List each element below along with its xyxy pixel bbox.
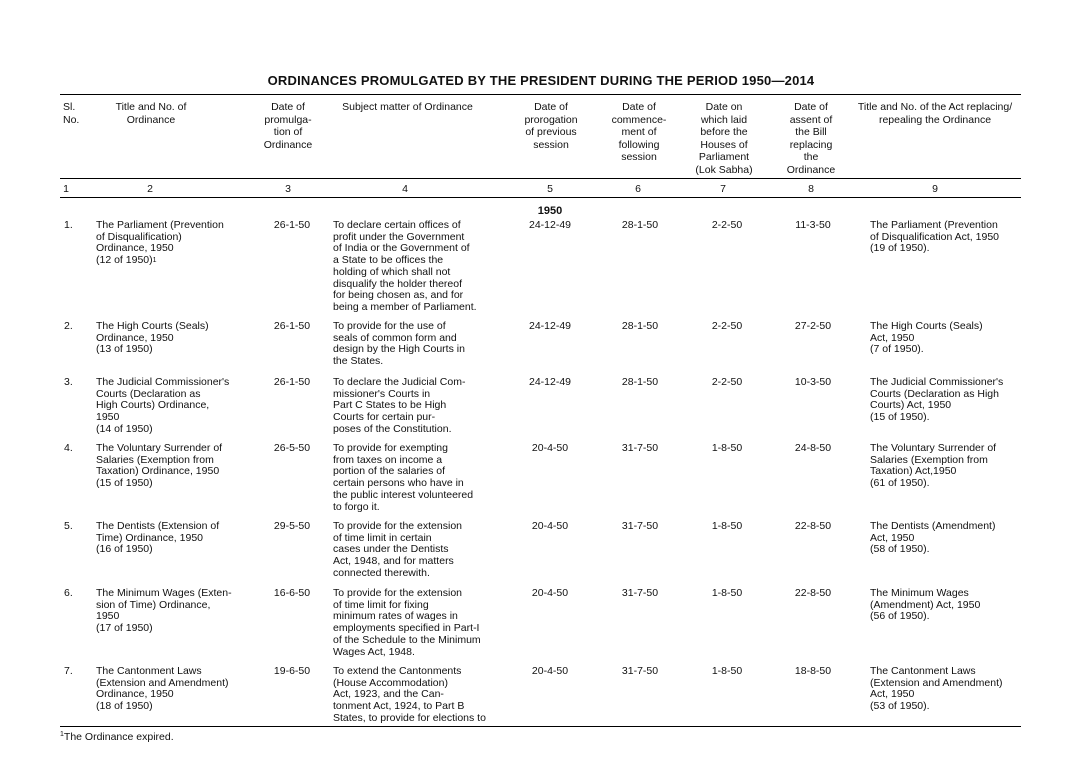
header-act: Title and No. of the Act replacing/ repealing the Ordinance bbox=[857, 101, 1013, 126]
header-subject: Subject matter of Ordinance bbox=[342, 101, 473, 113]
header-commencement: Date of commence- ment of following session bbox=[611, 101, 667, 164]
header-sl: Sl. No. bbox=[63, 101, 80, 126]
header-bottom-rule bbox=[60, 178, 1021, 179]
row-sl: 3. bbox=[64, 376, 73, 388]
row-subject: To extend the Cantonments (House Accommodation) Act, 1923, and the Can- tonment Act, 1924, to Part B States, to provide for elections to bbox=[333, 665, 486, 724]
row-assent-date: 11-3-50 bbox=[795, 219, 831, 231]
row-laid-date: 1-8-50 bbox=[711, 520, 743, 532]
column-number: 9 bbox=[932, 183, 938, 195]
column-number: 3 bbox=[285, 183, 291, 195]
row-sl: 7. bbox=[64, 665, 73, 677]
row-sl: 1. bbox=[64, 219, 73, 231]
row-commencement-date: 31-7-50 bbox=[621, 520, 659, 532]
row-assent-date: 22-8-50 bbox=[794, 587, 832, 599]
row-assent-date: 18-8-50 bbox=[794, 665, 832, 677]
row-laid-date: 1-8-50 bbox=[711, 442, 743, 454]
row-subject: To provide for the extension of time limit for fixing minimum rates of wages in employments specified in Part-I of the Schedule to the Minimum Wages Act, 1948. bbox=[333, 587, 481, 658]
row-sl: 2. bbox=[64, 320, 73, 332]
row-promulgation-date: 19-6-50 bbox=[273, 665, 311, 677]
row-commencement-date: 31-7-50 bbox=[621, 665, 659, 677]
row-sl: 6. bbox=[64, 587, 73, 599]
column-number: 5 bbox=[547, 183, 553, 195]
row-promulgation-date: 26-1-50 bbox=[273, 320, 311, 332]
row-ordinance-title: The Voluntary Surrender of Salaries (Exemption from Taxation) Ordinance, 1950 (15 of 1950) bbox=[96, 442, 223, 490]
column-number: 8 bbox=[808, 183, 814, 195]
footnote bbox=[60, 731, 174, 743]
row-ordinance-title bbox=[96, 220, 246, 267]
row-prorogation-date: 24-12-49 bbox=[528, 320, 572, 332]
row-prorogation-date: 20-4-50 bbox=[531, 587, 569, 599]
page-title: ORDINANCES PROMULGATED BY THE PRESIDENT DURING THE PERIOD 1950—2014 bbox=[267, 73, 815, 88]
column-number: 7 bbox=[720, 183, 726, 195]
row-laid-date: 1-8-50 bbox=[711, 665, 743, 677]
row-promulgation-date: 26-1-50 bbox=[273, 219, 311, 231]
row-commencement-date: 28-1-50 bbox=[621, 320, 659, 332]
row-subject: To provide for the use of seals of common form and design by the High Courts in the States. bbox=[333, 320, 465, 368]
row-replacing-act: The High Courts (Seals) Act, 1950 (7 of 1950). bbox=[870, 320, 983, 356]
row-promulgation-date: 29-5-50 bbox=[273, 520, 311, 532]
row-ordinance-title: The Dentists (Extension of Time) Ordinance, 1950 (16 of 1950) bbox=[96, 520, 220, 556]
row-sl: 5. bbox=[64, 520, 73, 532]
row-sl: 4. bbox=[64, 442, 73, 454]
row-replacing-act: The Judicial Commissioner's Courts (Declaration as High Courts) Act, 1950 (15 of 1950). bbox=[870, 376, 1004, 424]
row-promulgation-date: 26-1-50 bbox=[273, 376, 311, 388]
row-prorogation-date: 20-4-50 bbox=[531, 520, 569, 532]
row-replacing-act: The Dentists (Amendment) Act, 1950 (58 of 1950). bbox=[870, 520, 996, 556]
column-number: 4 bbox=[402, 183, 408, 195]
header-promulgation: Date of promulga- tion of Ordinance bbox=[263, 101, 313, 151]
row-prorogation-date: 24-12-49 bbox=[528, 376, 572, 388]
row-commencement-date: 31-7-50 bbox=[621, 442, 659, 454]
row-prorogation-date: 20-4-50 bbox=[531, 665, 569, 677]
row-assent-date: 10-3-50 bbox=[794, 376, 832, 388]
row-laid-date: 1-8-50 bbox=[711, 587, 743, 599]
row-subject: To provide for the extension of time limit in certain cases under the Dentists Act, 1948, and for matters connected therewith. bbox=[333, 520, 462, 579]
row-assent-date: 24-8-50 bbox=[794, 442, 832, 454]
row-ordinance-title: The Minimum Wages (Exten- sion of Time) Ordinance, 1950 (17 of 1950) bbox=[96, 587, 232, 635]
header-laid: Date on which laid before the Houses of Parliament (Lok Sabha) bbox=[695, 101, 753, 176]
column-number: 1 bbox=[63, 183, 69, 195]
row-replacing-act: The Voluntary Surrender of Salaries (Exemption from Taxation) Act,1950 (61 of 1950). bbox=[870, 442, 997, 490]
column-number-rule bbox=[60, 197, 1021, 198]
row-subject: To provide for exempting from taxes on income a portion of the salaries of certain persons who have in the public interest volunteered to forgo it. bbox=[333, 442, 474, 513]
row-replacing-act: The Cantonment Laws (Extension and Amendment) Act, 1950 (53 of 1950). bbox=[870, 665, 1003, 713]
row-commencement-date: 28-1-50 bbox=[621, 376, 659, 388]
row-subject: To declare the Judicial Com- missioner's Courts in Part C States to be High Courts for certain pur- poses of the Constitution. bbox=[333, 376, 466, 435]
footnote-mark: 1 bbox=[60, 731, 64, 738]
row-replacing-act: The Minimum Wages (Amendment) Act, 1950 (56 of 1950). bbox=[870, 587, 981, 623]
row-laid-date: 2-2-50 bbox=[711, 376, 743, 388]
header-title: Title and No. of Ordinance bbox=[115, 101, 187, 126]
row-prorogation-date: 20-4-50 bbox=[531, 442, 569, 454]
row-commencement-date: 28-1-50 bbox=[621, 219, 659, 231]
table-bottom-rule bbox=[60, 726, 1021, 727]
row-replacing-act: The Parliament (Prevention of Disqualification Act, 1950 (19 of 1950). bbox=[870, 219, 999, 255]
row-ordinance-title: The Cantonment Laws (Extension and Amendment) Ordinance, 1950 (18 of 1950) bbox=[96, 665, 229, 713]
table-top-rule bbox=[60, 94, 1021, 95]
footnote-text: The Ordinance expired. bbox=[63, 731, 174, 743]
column-number: 6 bbox=[635, 183, 641, 195]
header-prorogation: Date of prorogation of previous session bbox=[524, 101, 578, 151]
row-prorogation-date: 24-12-49 bbox=[528, 219, 572, 231]
row-subject: To declare certain offices of profit under the Government of India or the Government of a State to be offices the holding of which shall not disqualify the holder thereof for being chosen as, and for being a member of Parliament. bbox=[333, 219, 477, 313]
row-ordinance-title-text: The Parliament (Prevention of Disqualification) Ordinance, 1950 (12 of 1950) bbox=[96, 219, 224, 267]
row-ordinance-title: The Judicial Commissioner's Courts (Declaration as High Courts) Ordinance, 1950 (14 of 1950) bbox=[96, 376, 230, 435]
column-number: 2 bbox=[147, 183, 153, 195]
row-laid-date: 2-2-50 bbox=[711, 219, 743, 231]
row-assent-date: 22-8-50 bbox=[794, 520, 832, 532]
row-promulgation-date: 26-5-50 bbox=[273, 442, 311, 454]
row-promulgation-date: 16-6-50 bbox=[273, 587, 311, 599]
row-commencement-date: 31-7-50 bbox=[621, 587, 659, 599]
row-laid-date: 2-2-50 bbox=[711, 320, 743, 332]
year-label: 1950 bbox=[537, 205, 563, 217]
header-assent: Date of assent of the Bill replacing the Ordinance bbox=[786, 101, 836, 176]
row-ordinance-title: The High Courts (Seals) Ordinance, 1950 (13 of 1950) bbox=[96, 320, 209, 356]
row-assent-date: 27-2-50 bbox=[794, 320, 832, 332]
footnote-marker: 1 bbox=[152, 257, 157, 265]
